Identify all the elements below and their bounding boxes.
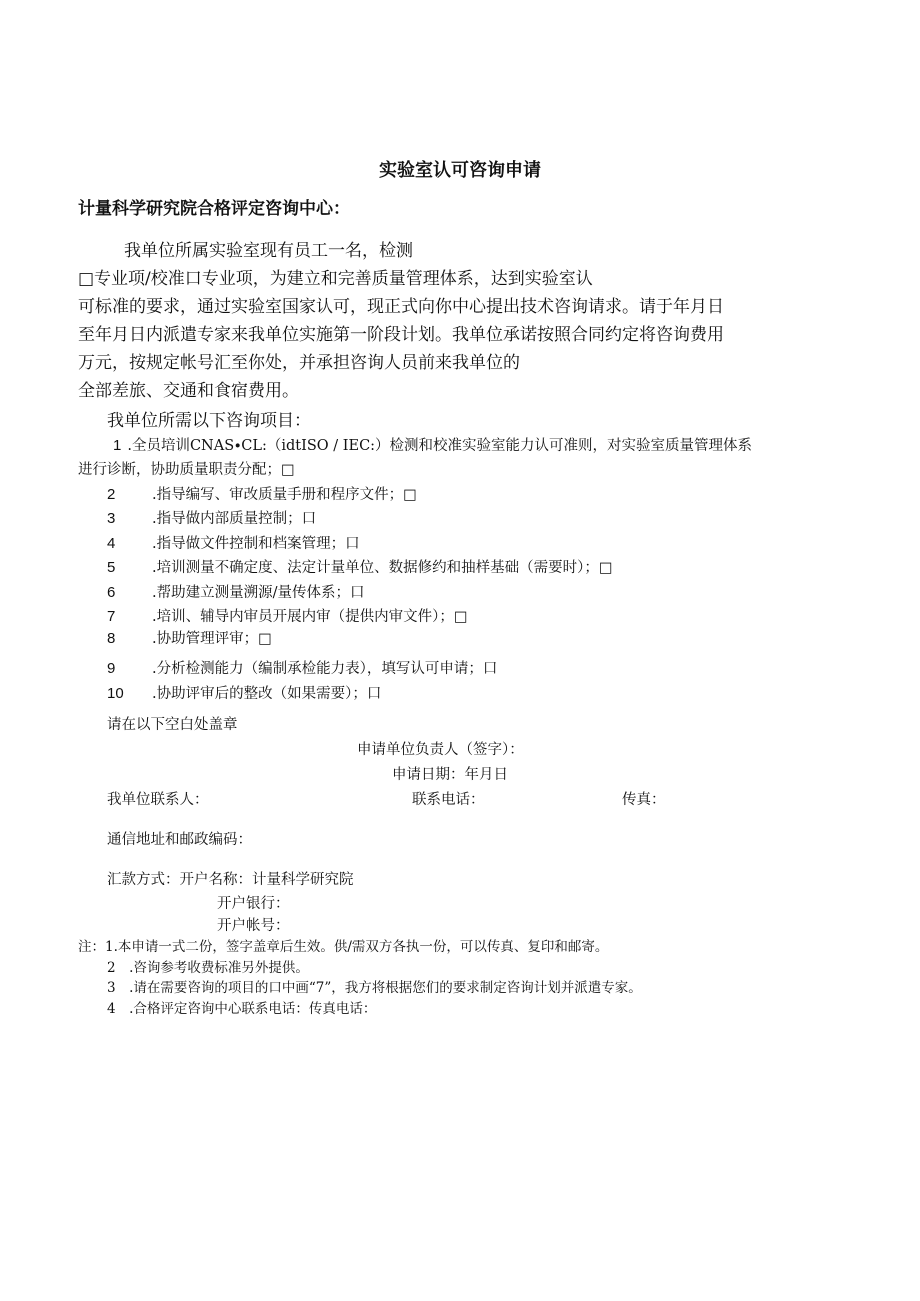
document-title: 实验室认可咨询申请	[379, 160, 541, 181]
list-item-5	[107, 556, 613, 577]
note-4: 4 .合格评定咨询中心联系电话：传真电话：	[107, 1001, 377, 1017]
item-1-line-2: 进行诊断，协助质量职责分配；□	[78, 462, 295, 478]
list-item-9	[107, 657, 497, 678]
item-text: .分析检测能力（编制承检能力表），填写认可申请；口	[152, 661, 498, 677]
fax-field: 传真：	[622, 792, 666, 808]
paragraph-line-4: 至年月日内派遣专家来我单位实施第一阶段计划。我单位承诺按照合同约定将咨询费用	[78, 325, 724, 345]
item-number: 3	[107, 510, 116, 527]
list-item-4	[107, 532, 360, 553]
list-item-8	[107, 627, 272, 648]
list-item-6	[107, 581, 365, 602]
bank-field: 开户银行：	[217, 896, 290, 912]
item-text: .协助管理评审；□	[152, 631, 272, 647]
item-number: 10	[107, 685, 124, 702]
item-number: 1	[113, 437, 122, 454]
item-number: 7	[107, 608, 116, 625]
note-3: 3 .请在需要咨询的项目的口中画“7”，我方将根据您们的要求制定咨询计划并派遣专家。	[107, 980, 642, 996]
item-1-line-1	[113, 434, 752, 455]
list-item-7	[107, 605, 468, 626]
paragraph-line-5: 万元，按规定帐号汇至你处，并承担咨询人员前来我单位的	[78, 353, 520, 373]
item-text: .全员培训CNAS∙CL:（idtISO / IEC:）检测和校准实验室能力认可准则，对实验室质量管理体系	[127, 438, 753, 454]
items-heading: 我单位所需以下咨询项目：	[107, 411, 311, 431]
paragraph-line-3: 可标准的要求，通过实验室国家认可，现正式向你中心提出技术咨询请求。请于年月日	[78, 297, 724, 317]
paragraph-line-6: 全部差旅、交通和食宿费用。	[78, 381, 299, 401]
item-text: .培训、辅导内审员开展内审（提供内审文件）；□	[152, 609, 468, 625]
item-text: .指导做文件控制和档案管理；口	[152, 536, 360, 552]
apply-date-field: 申请日期：年月日	[392, 767, 508, 783]
item-number: 5	[107, 559, 116, 576]
list-item-3	[107, 507, 316, 528]
item-text: .指导编写、审改质量手册和程序文件；□	[152, 487, 417, 503]
seal-prompt: 请在以下空白处盖章	[107, 717, 238, 733]
item-number: 4	[107, 535, 116, 552]
item-text: .培训测量不确定度、法定计量单位、数据修约和抽样基础（需要时）；□	[152, 560, 613, 576]
addressee: 计量科学研究院合格评定咨询中心：	[78, 199, 350, 219]
contact-person-field: 我单位联系人：	[107, 792, 209, 808]
address-field: 通信地址和邮政编码：	[107, 832, 252, 848]
list-item-2	[107, 483, 417, 504]
item-number: 9	[107, 660, 116, 677]
note-2: 2 .咨询参考收费标准另外提供。	[107, 960, 309, 976]
account-field: 开户帐号：	[217, 918, 290, 934]
item-number: 8	[107, 630, 116, 647]
signature-field: 申请单位负责人（签字）：	[357, 742, 524, 758]
item-text: .指导做内部质量控制；口	[152, 511, 317, 527]
item-text: .协助评审后的整改（如果需要）；口	[152, 686, 382, 702]
item-number: 2	[107, 486, 116, 503]
item-text: .帮助建立测量溯源/量传体系；口	[152, 585, 365, 601]
contact-phone-field: 联系电话：	[412, 792, 485, 808]
remit-field: 汇款方式：开户名称：计量科学研究院	[107, 872, 354, 888]
item-number: 6	[107, 584, 116, 601]
list-item-10	[107, 682, 381, 703]
paragraph-line-2: □专业项/校准口专业项，为建立和完善质量管理体系，达到实验室认	[78, 269, 593, 289]
note-1: 注：1.本申请一式二份，签字盖章后生效。供/需双方各执一份，可以传真、复印和邮寄。	[78, 939, 609, 955]
paragraph-line-1: 我单位所属实验室现有员工一名，检测	[124, 241, 413, 261]
